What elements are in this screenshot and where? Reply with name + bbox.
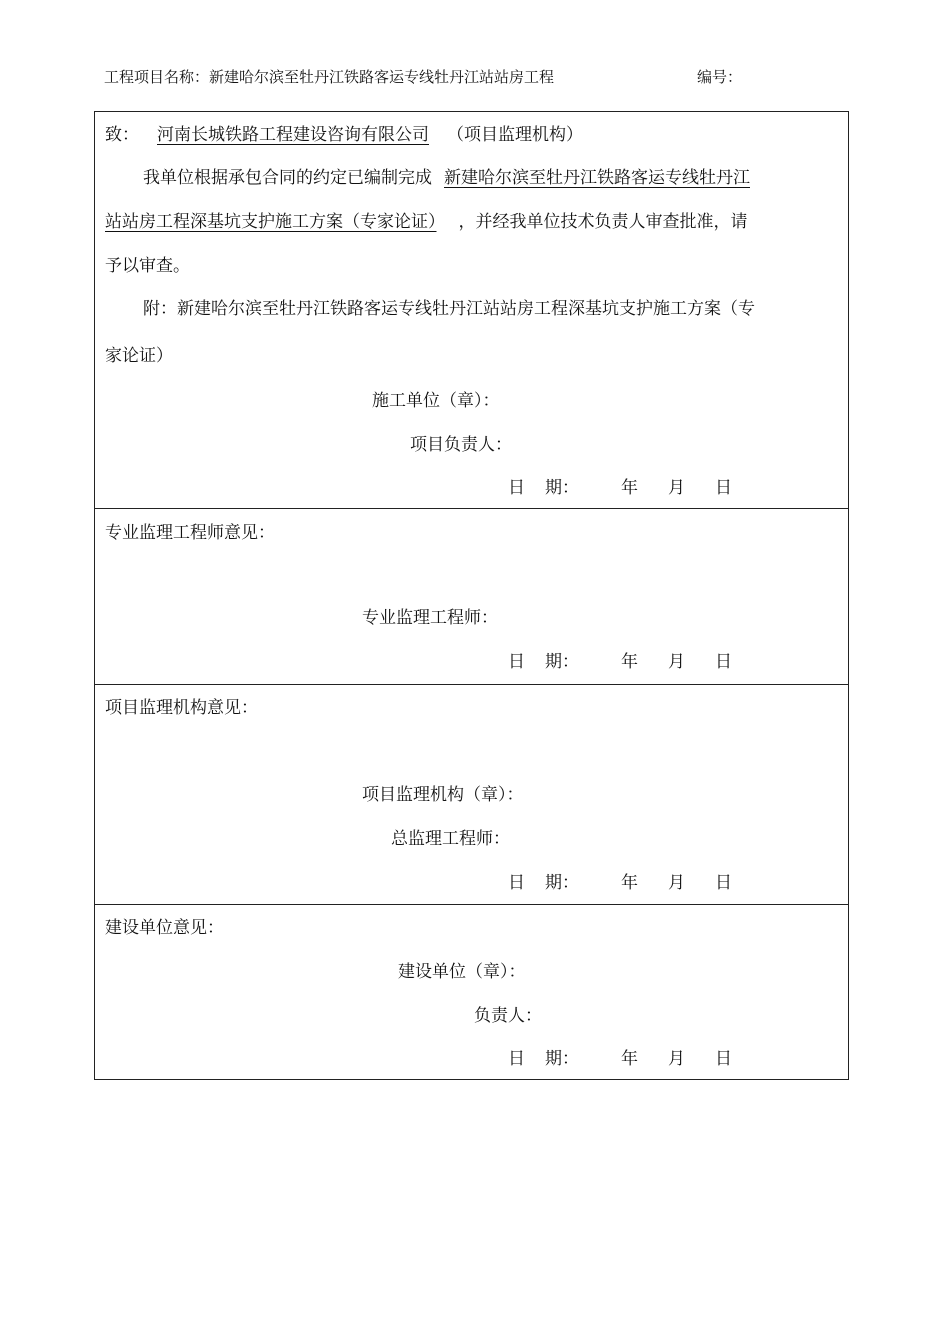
date-qi: 期： <box>545 478 579 498</box>
date-month: 月 <box>668 1049 685 1069</box>
approval-form <box>94 111 849 1080</box>
body-prefix: 我单位根据承包合同的约定已编制完成 <box>143 168 432 188</box>
date-ri: 日 <box>508 478 525 498</box>
date-month: 月 <box>668 478 685 498</box>
body-line-1 <box>143 163 750 188</box>
owner-date-line <box>508 1044 732 1069</box>
date-year: 年 <box>621 1049 638 1069</box>
to-label: 致： <box>105 125 139 145</box>
supervision-section <box>95 685 848 905</box>
date-qi: 期： <box>545 1049 579 1069</box>
owner-opinion-title: 建设单位意见： <box>105 918 224 938</box>
date-day: 日 <box>715 478 732 498</box>
addressee-line <box>105 120 583 145</box>
date-qi: 期： <box>545 652 579 672</box>
date-ri: 日 <box>508 1049 525 1069</box>
document-name-part-1: 新建哈尔滨至牡丹江铁路客运专线牡丹江 <box>444 168 750 188</box>
chief-engineer-label: 总监理工程师： <box>391 829 510 849</box>
project-manager-label: 项目负责人： <box>410 435 512 455</box>
date-day: 日 <box>715 652 732 672</box>
addressee-org: 河南长城铁路工程建设咨询有限公司 <box>157 125 429 145</box>
engineer-opinion-title: 专业监理工程师意见： <box>105 523 275 543</box>
owner-section <box>95 905 848 1079</box>
date-ri: 日 <box>508 652 525 672</box>
date-year: 年 <box>621 478 638 498</box>
date-year: 年 <box>621 873 638 893</box>
body-line-2 <box>105 207 748 232</box>
attachment-line-2: 家论证） <box>105 346 173 366</box>
body-suffix: ，并经我单位技术负责人审查批准，请 <box>458 212 748 232</box>
engineer-sign-label: 专业监理工程师： <box>362 608 498 628</box>
body-line-3: 予以审查。 <box>105 256 190 276</box>
addressee-suffix: （项目监理机构） <box>447 125 583 145</box>
date-day: 日 <box>715 1049 732 1069</box>
owner-seal-label: 建设单位（章）： <box>398 962 526 982</box>
supervision-date-line <box>508 868 732 893</box>
attachment-line-1: 附：新建哈尔滨至牡丹江铁路客运专线牡丹江站站房工程深基坑支护施工方案（专 <box>143 299 755 319</box>
engineer-date-line <box>508 647 732 672</box>
contractor-seal-label: 施工单位（章）： <box>372 391 500 411</box>
project-name-line <box>104 66 554 87</box>
date-month: 月 <box>668 652 685 672</box>
date-year: 年 <box>621 652 638 672</box>
contractor-date-line <box>508 473 732 498</box>
project-name-label: 工程项目名称： <box>104 68 210 86</box>
supervision-seal-label: 项目监理机构（章）： <box>362 785 524 805</box>
document-name-part-2: 站站房工程深基坑支护施工方案（专家论证） <box>105 212 437 232</box>
engineer-section <box>95 509 848 685</box>
date-ri: 日 <box>508 873 525 893</box>
date-day: 日 <box>715 873 732 893</box>
date-month: 月 <box>668 873 685 893</box>
project-name-value: 新建哈尔滨至牡丹江铁路客运专线牡丹江站站房工程 <box>209 68 555 86</box>
owner-manager-label: 负责人： <box>474 1006 542 1026</box>
supervision-opinion-title: 项目监理机构意见： <box>105 698 258 718</box>
document-number-label: 编号： <box>697 68 743 86</box>
date-qi: 期： <box>545 873 579 893</box>
contractor-section <box>95 112 848 509</box>
